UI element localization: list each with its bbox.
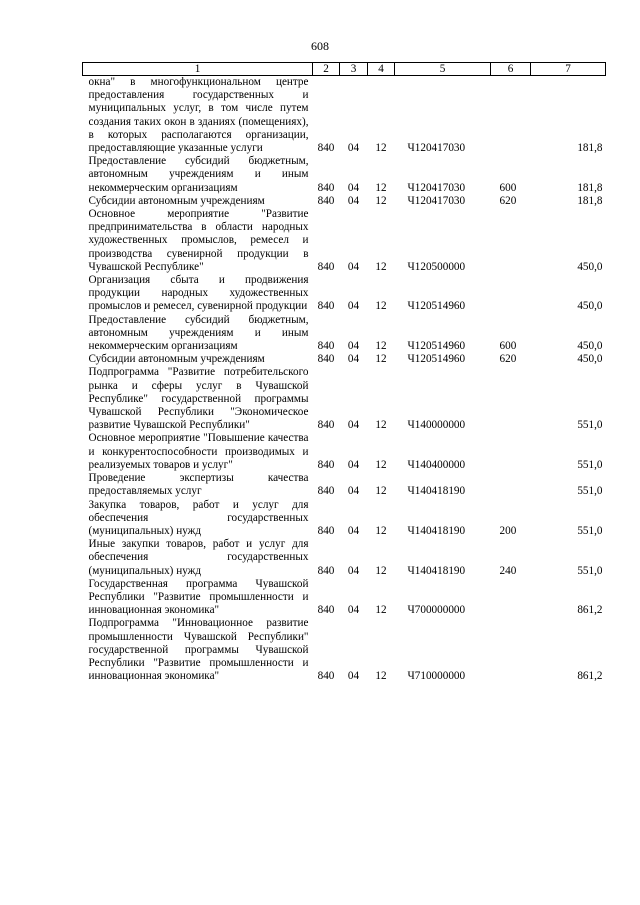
table-row — [83, 499, 606, 539]
header-gr: 2 — [313, 63, 340, 76]
row-amount: 450,0 — [577, 340, 603, 353]
row-pr: 12 — [375, 564, 387, 577]
table-row — [83, 472, 606, 498]
row-gr: 840 — [317, 300, 335, 313]
row-amount: 551,0 — [577, 485, 603, 498]
row-vr: 600 — [499, 181, 517, 194]
row-csr: Ч140400000 — [407, 458, 466, 471]
row-name: Предоставление субсидий бюджетным, автономным учреждениям и иным некоммерческим организациям — [88, 313, 309, 353]
row-name: Предоставление субсидий бюджетным, автономным учреждениям и иным некоммерческим организациям — [88, 155, 309, 194]
row-rz: 04 — [347, 485, 360, 498]
table-row — [83, 578, 606, 618]
table-row — [83, 155, 606, 195]
row-name: Подпрограмма "Развитие потребительского рынка и сферы услуг в Чувашской Республике" государственной программы Чувашской Республики "Экономическое развитие Чувашской Республики" — [88, 366, 309, 432]
row-pr: 12 — [375, 458, 387, 471]
row-amount: 861,2 — [577, 604, 603, 617]
row-amount: 861,2 — [577, 670, 603, 683]
row-pr: 12 — [375, 524, 387, 537]
row-amount: 450,0 — [577, 260, 603, 273]
row-csr: Ч120417030 — [407, 194, 466, 207]
table-row — [83, 617, 606, 683]
row-amount: 551,0 — [577, 564, 603, 577]
row-rz: 04 — [347, 194, 360, 207]
row-pr: 12 — [375, 181, 387, 194]
row-pr: 12 — [375, 353, 387, 366]
row-csr: Ч710000000 — [407, 670, 466, 683]
row-rz: 04 — [347, 419, 360, 432]
header-amount: 7 — [531, 63, 606, 76]
table-row — [83, 366, 606, 432]
row-name: Организация сбыта и продвижения продукции народных художественных промыслов и ремесел, сувенирной продукции — [88, 274, 309, 313]
table-header-row — [83, 63, 606, 76]
row-vr: 620 — [499, 353, 517, 366]
row-name: Субсидии автономным учреждениям — [88, 194, 265, 207]
row-gr: 840 — [317, 260, 335, 273]
row-vr — [491, 578, 531, 618]
row-amount: 181,8 — [577, 194, 603, 207]
row-gr: 840 — [317, 458, 335, 471]
row-gr: 840 — [317, 485, 335, 498]
row-amount: 450,0 — [577, 353, 603, 366]
row-csr: Ч120514960 — [407, 353, 466, 366]
row-rz: 04 — [347, 670, 360, 683]
row-amount: 181,8 — [577, 142, 603, 155]
row-name: Иные закупки товаров, работ и услуг для обеспечения государственных (муниципальных) нужд — [88, 538, 309, 577]
budget-table — [82, 62, 606, 683]
row-rz: 04 — [347, 300, 360, 313]
row-pr: 12 — [375, 670, 387, 683]
row-gr: 840 — [317, 194, 335, 207]
header-vr: 6 — [491, 63, 531, 76]
row-csr: Ч700000000 — [407, 604, 466, 617]
row-amount: 181,8 — [577, 181, 603, 194]
page-number: 608 — [311, 39, 329, 53]
row-gr: 840 — [317, 524, 335, 537]
row-csr: Ч120500000 — [407, 260, 466, 273]
row-gr: 840 — [317, 419, 335, 432]
row-csr: Ч120514960 — [407, 340, 466, 353]
table-row — [83, 432, 606, 472]
row-name: Государственная программа Чувашской Республики "Развитие промышленности и инновационная экономика" — [88, 577, 309, 617]
row-vr — [491, 208, 531, 274]
row-csr: Ч140418190 — [407, 564, 466, 577]
row-pr: 12 — [375, 340, 387, 353]
row-name: Субсидии автономным учреждениям — [88, 353, 265, 366]
row-vr — [491, 366, 531, 432]
row-pr: 12 — [375, 300, 387, 313]
table-row — [83, 538, 606, 578]
header-csr: 5 — [395, 63, 491, 76]
table-row — [83, 208, 606, 274]
row-rz: 04 — [347, 142, 360, 155]
row-pr: 12 — [375, 419, 387, 432]
row-gr: 840 — [317, 670, 335, 683]
row-amount: 551,0 — [577, 419, 603, 432]
header-name: 1 — [83, 63, 313, 76]
row-pr: 12 — [375, 260, 387, 273]
row-pr: 12 — [375, 485, 387, 498]
row-pr: 12 — [375, 142, 387, 155]
table-row — [83, 353, 606, 366]
row-gr: 840 — [317, 564, 335, 577]
row-rz: 04 — [347, 524, 360, 537]
row-name: Закупка товаров, работ и услуг для обеспечения государственных (муниципальных) нужд — [88, 498, 309, 537]
row-vr — [491, 617, 531, 683]
table-row — [83, 195, 606, 208]
row-gr: 840 — [317, 181, 335, 194]
row-rz: 04 — [347, 340, 360, 353]
row-vr — [491, 472, 531, 498]
row-gr: 840 — [317, 142, 335, 155]
row-csr: Ч120514960 — [407, 300, 466, 313]
row-vr: 620 — [499, 194, 517, 207]
row-csr: Ч120417030 — [407, 181, 466, 194]
row-amount: 551,0 — [577, 458, 603, 471]
row-pr: 12 — [375, 194, 387, 207]
row-vr — [491, 76, 531, 156]
row-csr: Ч140418190 — [407, 485, 466, 498]
row-rz: 04 — [347, 181, 360, 194]
row-vr: 200 — [499, 524, 517, 537]
row-pr: 12 — [375, 604, 387, 617]
table-row — [83, 314, 606, 354]
header-rz: 3 — [340, 63, 368, 76]
row-amount: 450,0 — [577, 300, 603, 313]
row-name: Основное мероприятие "Повышение качества и конкурентоспособности производимых и реализуемых товаров и услуг" — [88, 432, 309, 471]
row-vr — [491, 432, 531, 472]
row-rz: 04 — [347, 353, 360, 366]
row-rz: 04 — [347, 564, 360, 577]
header-pr: 4 — [368, 63, 395, 76]
row-csr: Ч140000000 — [407, 419, 466, 432]
row-rz: 04 — [347, 458, 360, 471]
row-rz: 04 — [347, 604, 360, 617]
row-name: Основное мероприятие "Развитие предпринимательства в области народных художественных промыслов, ремесел и производства сувенирной продукции в Чувашской Республике" — [88, 208, 309, 273]
row-csr: Ч120417030 — [407, 142, 466, 155]
row-amount: 551,0 — [577, 524, 603, 537]
row-vr — [491, 274, 531, 314]
row-name: окна" в многофункциональном центре предоставления государственных и муниципальных услуг, в том числе путем создания таких окон в зданиях (помещениях), в которых располагаются организации, предоставляющие указанные услуги — [88, 76, 309, 155]
row-gr: 840 — [317, 353, 335, 366]
row-vr: 240 — [499, 564, 517, 577]
table-row — [83, 274, 606, 314]
row-vr: 600 — [499, 340, 517, 353]
row-rz: 04 — [347, 260, 360, 273]
row-gr: 840 — [317, 604, 335, 617]
row-name: Подпрограмма "Инновационное развитие промышленности Чувашской Республики" государственной программы Чувашской Республики "Развитие промышленности и инновационная экономика" — [88, 617, 309, 683]
table-row — [83, 76, 606, 156]
row-gr: 840 — [317, 340, 335, 353]
row-csr: Ч140418190 — [407, 524, 466, 537]
row-name: Проведение экспертизы качества предоставляемых услуг — [88, 472, 309, 498]
